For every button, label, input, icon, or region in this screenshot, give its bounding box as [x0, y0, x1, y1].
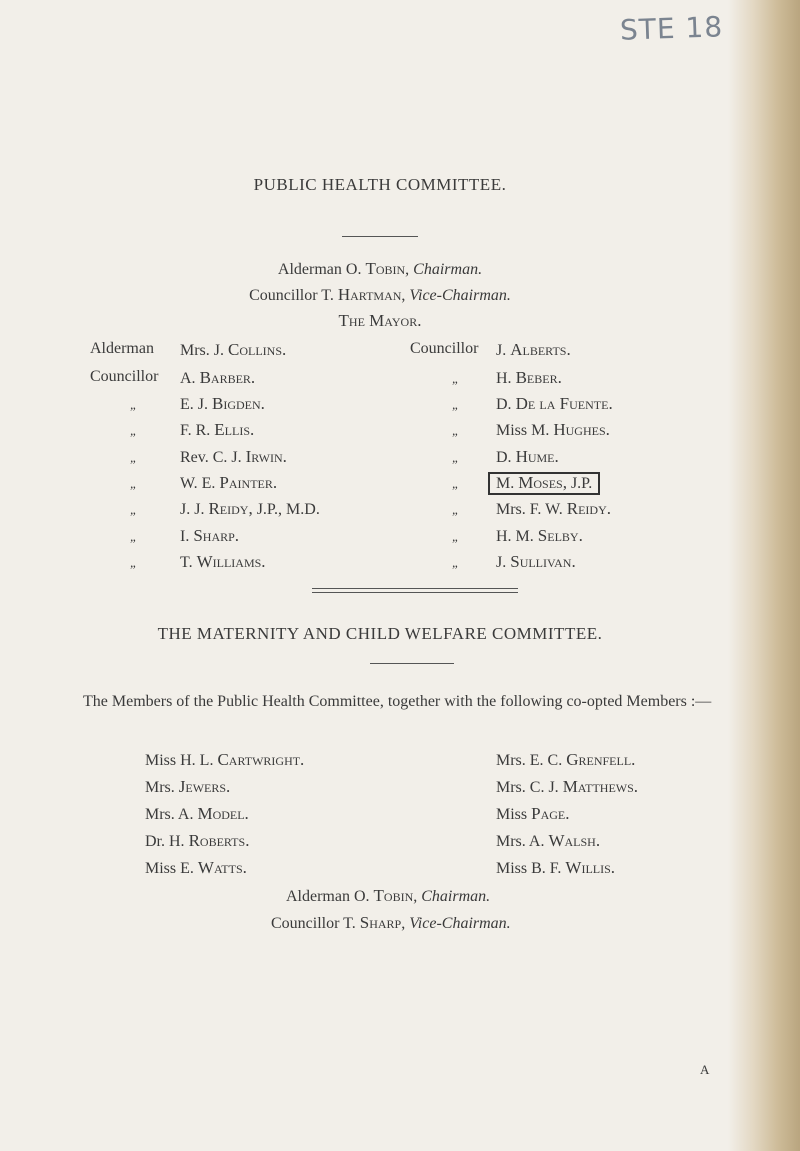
member-prefix: Councillor [90, 368, 159, 385]
member-name-boxed: M. Moses, J.P. [496, 473, 600, 493]
member-name: J. J. Reidy, J.P., M.D. [180, 499, 320, 518]
member-name: J. Sullivan. [496, 552, 576, 571]
member-name: Miss E. Watts. [145, 858, 247, 877]
maternity-vice-chairman-line: Councillor T. Sharp, Vice-Chairman. [271, 913, 511, 932]
page-edge-shading [728, 0, 800, 1151]
member-name: Mrs. E. C. Grenfell. [496, 750, 636, 769]
ditto-mark: „ [130, 476, 138, 491]
member-name: D. Hume. [496, 447, 559, 466]
member-name: Rev. C. J. Irwin. [180, 447, 287, 466]
member-name: Mrs. A. Walsh. [496, 831, 601, 850]
member-name: Miss H. L. Cartwright. [145, 750, 305, 769]
maternity-title: THE MATERNITY AND CHILD WELFARE COMMITTEE. [157, 624, 603, 643]
section-divider-top [312, 588, 518, 589]
ditto-mark: „ [130, 529, 138, 544]
member-prefix: Alderman [90, 340, 154, 357]
ditto-mark: „ [130, 450, 138, 465]
handwritten-reference: STE 18 [619, 10, 724, 47]
public-health-title: PUBLIC HEALTH COMMITTEE. [253, 175, 507, 194]
ditto-mark: „ [130, 423, 138, 438]
ditto-mark: „ [452, 476, 460, 491]
member-name: F. R. Ellis. [180, 420, 255, 439]
ditto-mark: „ [452, 555, 460, 570]
member-name: I. Sharp. [180, 526, 240, 545]
member-name: H. Beber. [496, 368, 562, 387]
member-name: Mrs. F. W. Reidy. [496, 499, 611, 518]
ditto-mark: „ [452, 502, 460, 517]
ph-vice-chairman-line: Councillor T. Hartman, Vice-Chairman. [249, 285, 511, 304]
title-rule [370, 663, 454, 664]
ph-mayor-line: The Mayor. [338, 311, 422, 330]
section-divider-bottom [312, 592, 518, 593]
ditto-mark: „ [130, 502, 138, 517]
member-name: Dr. H. Roberts. [145, 831, 250, 850]
member-name: Mrs. C. J. Matthews. [496, 777, 639, 796]
ditto-mark: „ [452, 397, 460, 412]
member-name: A. Barber. [180, 368, 256, 387]
member-name: E. J. Bigden. [180, 394, 265, 413]
member-name: Mrs. J. Collins. [180, 340, 287, 359]
title-rule [342, 236, 418, 237]
member-name: Mrs. Jewers. [145, 777, 231, 796]
member-name: D. De la Fuente. [496, 394, 613, 413]
member-name: J. Alberts. [496, 340, 571, 359]
member-name: W. E. Painter. [180, 473, 278, 492]
ditto-mark: „ [130, 555, 138, 570]
ditto-mark: „ [452, 450, 460, 465]
signature-mark: A [700, 1062, 710, 1077]
ditto-mark: „ [452, 529, 460, 544]
member-name: Miss M. Hughes. [496, 420, 610, 439]
ph-chairman-line: Alderman O. Tobin, Chairman. [277, 259, 483, 278]
member-name: Mrs. A. Model. [145, 804, 249, 823]
ditto-mark: „ [130, 397, 138, 412]
member-name: Miss Page. [496, 804, 570, 823]
ditto-mark: „ [452, 371, 460, 386]
maternity-intro: The Members of the Public Health Committee, together with the following co-opted Members :— [83, 693, 712, 710]
maternity-chairman-line: Alderman O. Tobin, Chairman. [286, 886, 491, 905]
ditto-mark: „ [452, 423, 460, 438]
member-name: Miss B. F. Willis. [496, 858, 616, 877]
member-name: T. Williams. [180, 552, 266, 571]
member-name: H. M. Selby. [496, 526, 583, 545]
member-prefix: Councillor [410, 340, 479, 357]
